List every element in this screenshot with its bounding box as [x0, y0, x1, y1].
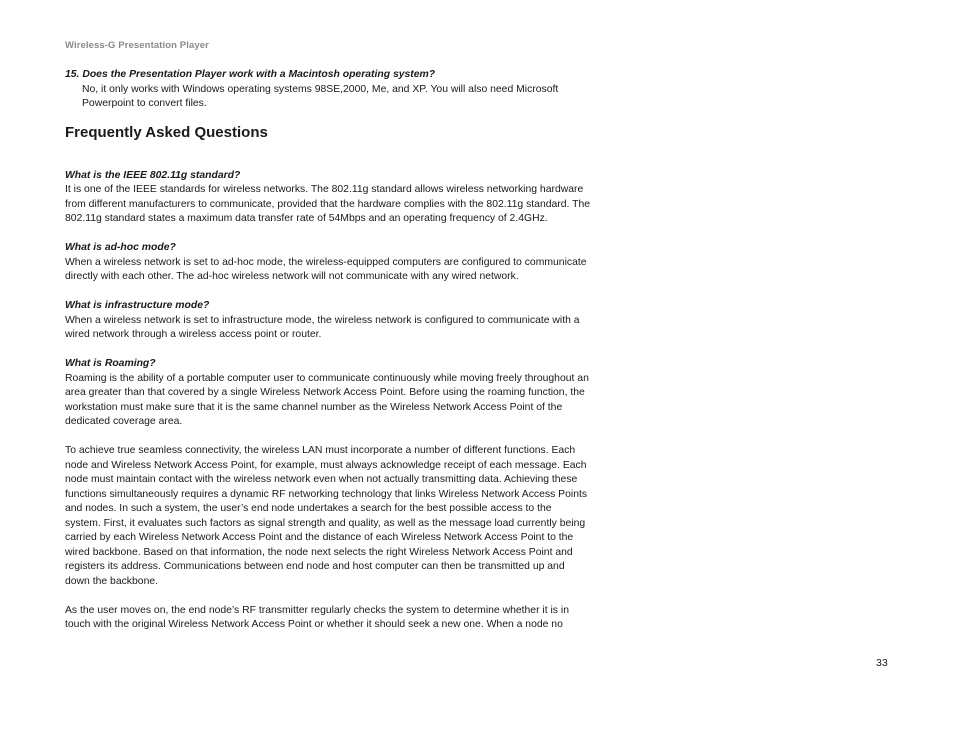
faq-question: What is ad-hoc mode? — [65, 242, 176, 253]
faq-list — [65, 169, 590, 633]
faq-item-15 — [65, 68, 590, 112]
faq-question: What is Roaming? — [65, 358, 156, 369]
faq-question-15: 15. Does the Presentation Player work with a Macintosh operating system? — [65, 69, 436, 80]
faq-answer: It is one of the IEEE standards for wireless networks. The 802.11g standard allows wireless networking hardware from different manufacturers to communicate, provided that the hardware complies with the 802.11g standard. The 802.11g standard states a maximum data transfer rate of 54Mbps and an operating frequency of 2.4GHz. — [65, 184, 591, 224]
faq-question: What is the IEEE 802.11g standard? — [65, 169, 241, 181]
faq-item — [65, 241, 590, 285]
page-content — [65, 68, 590, 647]
faq-answer: To achieve true seamless connectivity, the wireless LAN must incorporate a number of different functions. Each node and Wireless Network Access Point, for example, must always acknowledge receipt of each message. Each node must maintain contact with the wireless network even when not actually transmitting data. Achieving these functions simultaneously requires a dynamic RF networking technology that links Wireless Network Access Points and nodes. In such a system, the user’s end node undertakes a search for the best possible access to the system. First, it evaluates such factors as signal strength and quality, as well as the message load currently being carried by each Wireless Network Access Point and the distance of each Wireless Network Access Point to the wired backbone. Based on that information, the node next selects the right Wireless Network Access Point and registers its address. Communications between end node and host computer can then be transmitted up and down the backbone. — [65, 445, 588, 587]
faq-answer-15: No, it only works with Windows operating systems 98SE,2000, Me, and XP. You will also need Microsoft Powerpoint to convert files. — [82, 83, 559, 109]
faq-question: What is infrastructure mode? — [65, 300, 210, 311]
faq-answer: As the user moves on, the end node’s RF transmitter regularly checks the system to determine whether it is in touch with the original Wireless Network Access Point or whether it should seek a new one. When a node no — [65, 604, 569, 630]
faq-item — [65, 357, 590, 633]
faq-answer: When a wireless network is set to ad-hoc mode, the wireless-equipped computers are configured to communicate directly with each other. The ad-hoc wireless network will not communicate with any wired network. — [65, 256, 587, 282]
faq-answer: Roaming is the ability of a portable computer user to communicate continuously while moving freely throughout an area greater than that covered by a single Wireless Network Access Point. Before using the roaming function, the workstation must make sure that it is the same channel number as the Wireless Network Access Point of the dedicated coverage area. — [65, 372, 589, 427]
faq-answer: When a wireless network is set to infrastructure mode, the wireless network is configured to communicate with a wired network through a wireless access point or router. — [65, 314, 580, 340]
section-title: Frequently Asked Questions — [65, 123, 268, 141]
page-number: 33 — [876, 657, 888, 669]
faq-item — [65, 299, 590, 343]
faq-item — [65, 169, 590, 227]
running-header: Wireless-G Presentation Player — [65, 40, 209, 51]
